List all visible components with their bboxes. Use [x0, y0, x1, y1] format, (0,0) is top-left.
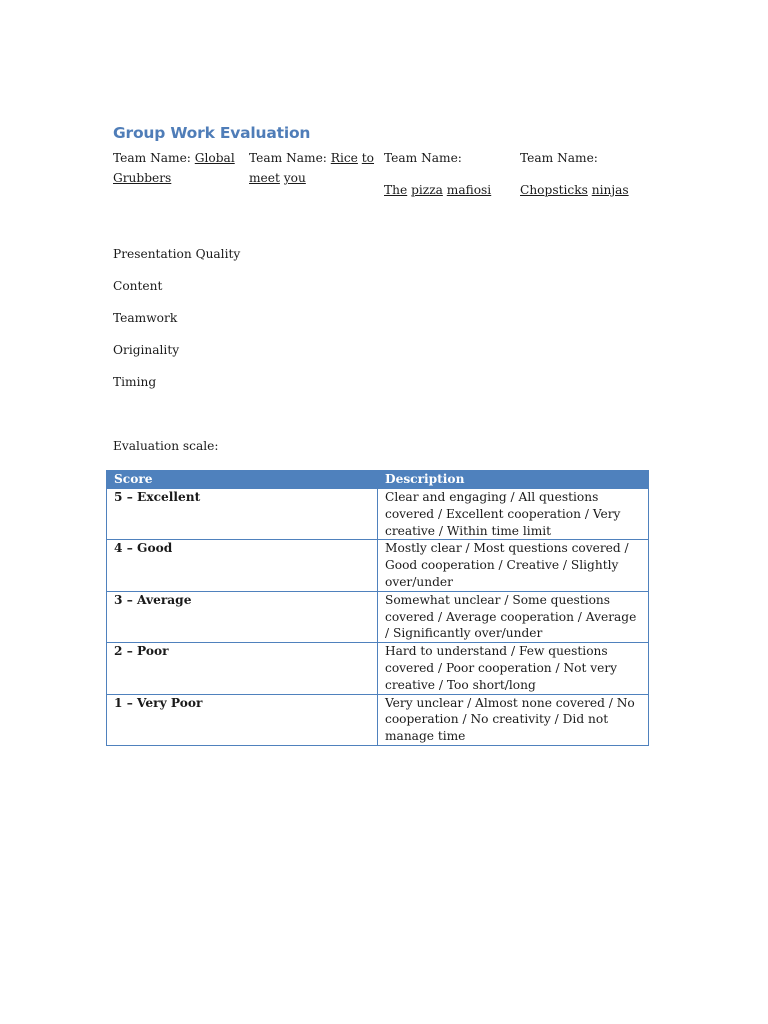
header-description: Description	[378, 471, 649, 489]
team-name-label: Team Name:	[520, 151, 598, 165]
team-name-word: Grubbers	[113, 171, 172, 185]
criterion-timing: Timing	[113, 375, 157, 389]
team-name-word: The	[384, 183, 408, 197]
description-cell: Hard to understand / Few questions covered / Poor cooperation / Not very creative / Too short/long	[378, 643, 649, 694]
criterion-content: Content	[113, 279, 163, 293]
team-names-row	[113, 148, 673, 208]
table-row	[107, 591, 649, 642]
team-name-2	[249, 148, 377, 188]
team-name-3	[384, 148, 512, 200]
description-cell: Very unclear / Almost none covered / No cooperation / No creativity / Did not manage time	[378, 694, 649, 745]
table-header-row	[107, 471, 649, 489]
criterion-teamwork: Teamwork	[113, 311, 178, 325]
team-name-label: Team Name:	[384, 151, 462, 165]
header-score: Score	[107, 471, 378, 489]
score-cell: 4 – Good	[107, 540, 378, 591]
team-name-4	[520, 148, 648, 200]
team-name-label: Team Name:	[249, 151, 327, 165]
table-row	[107, 540, 649, 591]
table-row	[107, 643, 649, 694]
evaluation-scale-table	[106, 470, 649, 746]
description-cell: Mostly clear / Most questions covered / Good cooperation / Creative / Slightly over/under	[378, 540, 649, 591]
team-name-word: pizza	[411, 183, 443, 197]
description-cell: Clear and engaging / All questions covered / Excellent cooperation / Very creative / Within time limit	[378, 489, 649, 540]
team-name-1	[113, 148, 241, 188]
team-name-label: Team Name:	[113, 151, 191, 165]
score-cell: 5 – Excellent	[107, 489, 378, 540]
table-row	[107, 489, 649, 540]
team-name-word: Rice	[330, 151, 358, 165]
description-cell: Somewhat unclear / Some questions covered / Average cooperation / Average / Significantly over/under	[378, 591, 649, 642]
team-name-word: Global	[194, 151, 235, 165]
criterion-presentation-quality: Presentation Quality	[113, 247, 241, 261]
team-name-word: to	[361, 151, 375, 165]
score-cell: 3 – Average	[107, 591, 378, 642]
criteria-list	[113, 244, 240, 404]
score-cell: 1 – Very Poor	[107, 694, 378, 745]
table-row	[107, 694, 649, 745]
team-name-word: you	[283, 171, 306, 185]
page-title: Group Work Evaluation	[113, 124, 311, 142]
team-name-word: Chopsticks	[520, 183, 588, 197]
criterion-originality: Originality	[113, 343, 180, 357]
team-name-word: ninjas	[591, 183, 629, 197]
evaluation-scale-label: Evaluation scale:	[113, 439, 219, 453]
team-name-word: mafiosi	[446, 183, 492, 197]
team-name-word: meet	[249, 171, 280, 185]
score-cell: 2 – Poor	[107, 643, 378, 694]
